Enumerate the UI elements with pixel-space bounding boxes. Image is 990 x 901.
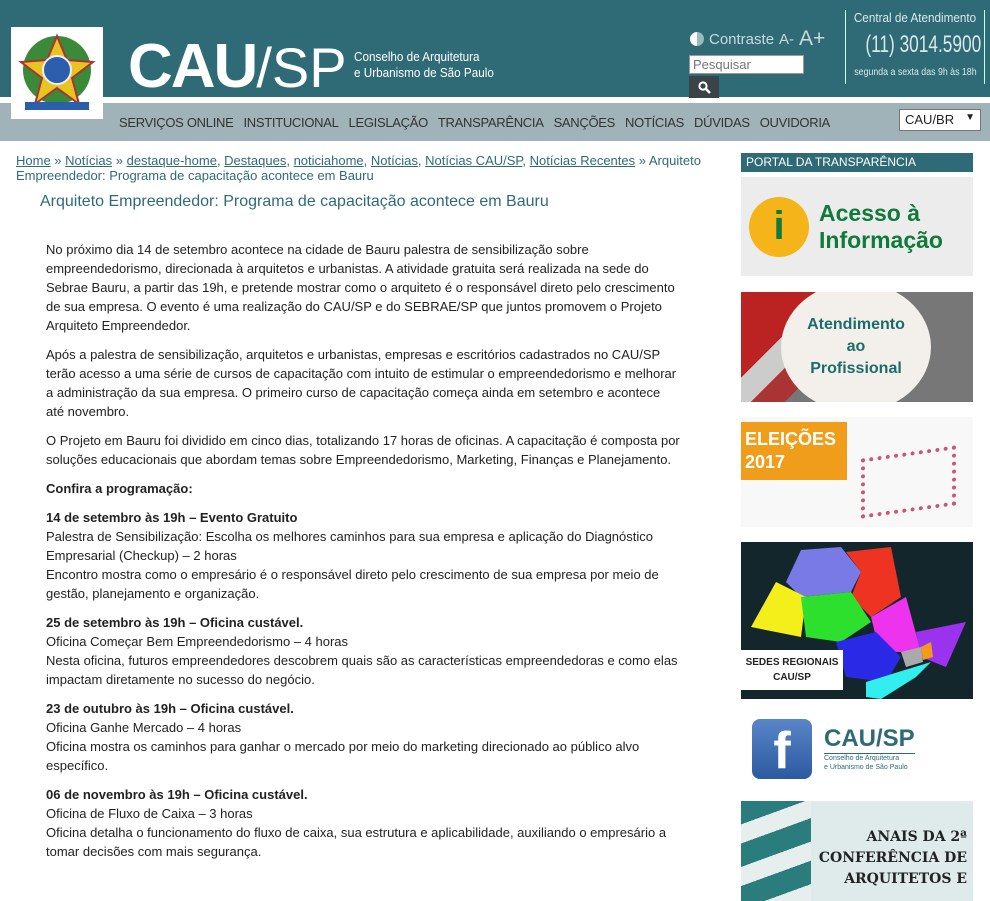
article-title: Arquiteto Empreendedor: Programa de capacitação acontece em Bauru [40, 193, 549, 210]
schedule-desc: Oficina mostra os caminhos para ganhar o mercado por meio do marketing direcionado ao público alvo específico. [46, 739, 640, 773]
schedule-desc: Encontro mostra como o empresário é o responsável direto pelo crescimento de sua empresa por meio de gestão, planejamento e organização. [46, 567, 659, 601]
crumb-home[interactable]: Home [16, 153, 51, 168]
article-body [46, 240, 681, 871]
main-menu [114, 103, 835, 141]
sidebar-heading: PORTAL DA TRANSPARÊNCIA [741, 153, 973, 172]
schedule-date: 25 de setembro às 19h – Oficina custável. [46, 615, 304, 630]
crumb-noticias-recentes[interactable]: Notícias Recentes [529, 153, 636, 168]
crumb-destaques[interactable]: Destaques [224, 153, 287, 168]
font-bigger-button[interactable]: A+ [799, 27, 826, 50]
banner-text: SEDES REGIONAIS [745, 657, 839, 668]
schedule-item [46, 699, 681, 775]
search-icon [698, 81, 711, 94]
banner-text: Conselho de Arquitetura [824, 755, 900, 762]
nav-institucional[interactable]: INSTITUCIONAL [243, 114, 339, 130]
sidebar [741, 153, 973, 901]
brand-bold: CAU [128, 32, 257, 101]
schedule-course: Palestra de Sensibilização: Escolha os melhores caminhos para sua empresa e aplicação do Diagnóstico Empresarial (Checkup) – 2 horas [46, 529, 654, 563]
crumb-noticias[interactable]: Notícias [65, 153, 113, 168]
brand-sub-line: Conselho de Arquitetura [354, 49, 480, 64]
banner-text: e Urbanismo de São Paulo [824, 764, 908, 771]
select-value: CAU/BR [905, 112, 955, 127]
crumb-destaque-home[interactable]: destaque-home [126, 153, 217, 168]
schedule-item [46, 785, 681, 861]
banner-text: ELEIÇÕES [745, 429, 837, 449]
nav-duvidas[interactable]: DÚVIDAS [694, 114, 750, 130]
service-center [845, 10, 985, 84]
schedule-desc: Oficina detalha o funcionamento do fluxo de caixa, sua estrutura e aplicabilidade, auxiliando o empresário a tomar decisões com mais segurança. [46, 825, 667, 859]
banner-text: CAU/SP [773, 672, 811, 683]
nav-transparencia[interactable]: TRANSPARÊNCIA [437, 114, 544, 130]
crumb-noticiahome[interactable]: noticiahome [293, 153, 364, 168]
banner-text: Profissional [810, 360, 902, 377]
contrast-button[interactable]: Contraste [709, 30, 775, 48]
brand-sub-line: e Urbanismo de São Paulo [354, 65, 494, 80]
schedule-item [46, 508, 681, 603]
banner-text: Informação [819, 226, 943, 253]
banner-text: 2017 [745, 452, 786, 472]
crumb-current: Arquiteto Empreendedor: Programa de capacitação acontece em Bauru [16, 153, 701, 183]
central-phone[interactable]: (11) 3014.5900 [865, 31, 982, 58]
brasil-coat-of-arms-logo[interactable] [11, 27, 103, 119]
banner-text: ARQUITETOS E [844, 871, 967, 887]
central-title: Central de Atendimento [853, 10, 977, 25]
banner-text: ao [846, 338, 866, 355]
schedule-desc: Nesta oficina, futuros empreendedores descobrem quais são as características empreendedoras e como elas impactam diretamente no sucesso do negócio. [46, 653, 678, 687]
cau-sp-logo[interactable] [128, 32, 347, 101]
banner-text: ANAIS DA 2ª [866, 829, 967, 845]
paragraph: No próximo dia 14 de setembro acontece na cidade de Bauru palestra de sensibilização sobre empreendedorismo, direcionada à arquitetos e urbanistas. A atividade gratuita será realizada na sede do Sebrae Bauru, a partir das 19h, e pretende mostrar como o arquiteto é o responsável direto pelo crescimento de sua empresa. O evento é uma realização do CAU/SP e do SEBRAE/SP que juntos promovem o Projeto Arquiteto Empreendedor. [46, 242, 675, 333]
facebook-icon: f [752, 719, 812, 779]
cau-select[interactable] [899, 109, 981, 131]
breadcrumb: Home » Notícias » destaque-home, Destaques, noticiahome, Notícias, Notícias CAU/SP, Notícias Recentes » Arquiteto Empreendedor: Programa de capacitação acontece em Bauru [16, 153, 701, 183]
eleicoes-banner[interactable] [741, 417, 973, 527]
search-input[interactable] [689, 55, 804, 74]
sedes-regionais-banner[interactable] [741, 542, 973, 699]
crumb-noticias-2[interactable]: Notícias [370, 153, 418, 168]
central-hours: segunda a sexta das 9h às 18h [854, 67, 977, 78]
crumb-noticias-causp[interactable]: Notícias CAU/SP [425, 153, 523, 168]
accessibility-tools [690, 27, 825, 51]
acesso-informacao-banner[interactable] [741, 177, 973, 276]
atendimento-profissional-banner[interactable] [741, 292, 973, 402]
schedule-course: Oficina Ganhe Mercado – 4 horas [46, 720, 242, 735]
banner-text: CAU/SP [824, 725, 915, 752]
nav-servicos-online[interactable]: SERVIÇOS ONLINE [119, 114, 234, 130]
schedule-course: Oficina Começar Bem Empreendedorismo – 4 horas [46, 634, 349, 649]
dropdown-arrow-icon: ▼ [965, 112, 975, 123]
anais-conferencia-banner[interactable] [741, 801, 973, 901]
schedule-date: 14 de setembro às 19h – Evento Gratuito [46, 510, 298, 525]
brand-subtitle [354, 49, 494, 81]
contrast-icon[interactable] [690, 32, 704, 46]
schedule-course: Oficina de Fluxo de Caixa – 3 horas [46, 806, 253, 821]
font-smaller-button[interactable]: A- [779, 30, 795, 48]
brand-rest: /SP [256, 36, 347, 99]
banner-text: Acesso à [819, 199, 921, 226]
schedule-heading: Confira a programação: [46, 481, 193, 496]
pattern-decoration [741, 801, 811, 901]
facebook-causp-banner[interactable] [741, 716, 973, 781]
ballot-box-icon [861, 445, 956, 518]
banner-text: Atendimento [807, 316, 905, 333]
nav-sancoes[interactable]: SANÇÕES [553, 114, 616, 130]
schedule-date: 06 de novembro às 19h – Oficina custável. [46, 787, 308, 802]
info-icon: i [749, 197, 809, 257]
schedule-date: 23 de outubro às 19h – Oficina custável. [46, 701, 294, 716]
banner-text: CONFERÊNCIA DE [818, 850, 967, 866]
schedule-item [46, 613, 681, 689]
nav-noticias[interactable]: NOTÍCIAS [625, 114, 685, 130]
nav-legislacao[interactable]: LEGISLAÇÃO [348, 114, 428, 130]
search-button[interactable] [689, 76, 719, 98]
nav-ouvidoria[interactable]: OUVIDORIA [759, 114, 831, 130]
paragraph: Após a palestra de sensibilização, arquitetos e urbanistas, empresas e escritórios cadastrados no CAU/SP terão acesso a uma série de cursos de capacitação com intuito de estimular o empreendedorismo e melhorar a administração da sua empresa. O primeiro curso de capacitação começa ainda em setembro e acontece até novembro. [46, 347, 677, 419]
paragraph: O Projeto em Bauru foi dividido em cinco dias, totalizando 17 horas de oficinas. A capacitação é composta por soluções educacionais que abordam temas sobre Empreendedorismo, Marketing, Finanças e Planejamento. [46, 433, 680, 467]
